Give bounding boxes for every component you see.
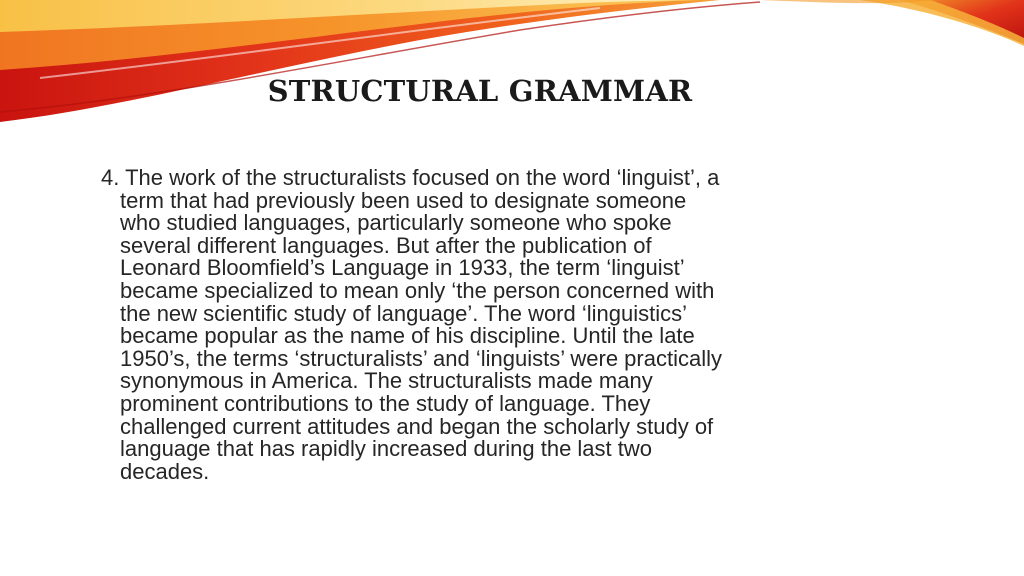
body-line: prominent contributions to the study of language. They	[120, 390, 651, 416]
body-line: 4. The work of the structuralists focused on the word ‘linguist’, a	[101, 165, 720, 190]
body-line: became specialized to mean only ‘the person concerned with	[120, 277, 715, 303]
body-line: decades.	[120, 458, 210, 484]
slide-title: STRUCTURAL GRAMMAR	[267, 74, 693, 108]
slide-body-text	[101, 167, 841, 483]
body-line: several different languages. But after the publication of	[120, 232, 652, 258]
body-line: who studied languages, particularly someone who spoke	[120, 210, 672, 236]
body-line: term that had previously been used to designate someone	[120, 187, 687, 213]
body-line: the new scientific study of language’. The word ‘linguistics’	[120, 300, 688, 326]
body-line: 1950’s, the terms ‘structuralists’ and ‘linguists’ were practically	[120, 345, 722, 371]
body-line: language that has rapidly increased during the last two	[120, 436, 653, 462]
body-line: synonymous in America. The structuralists made many	[120, 368, 653, 394]
body-line: Leonard Bloomfield’s Language in 1933, the term ‘linguist’	[120, 255, 685, 281]
body-line: became popular as the name of his discipline. Until the late	[120, 323, 695, 349]
body-line: challenged current attitudes and began the scholarly study of	[120, 413, 714, 439]
